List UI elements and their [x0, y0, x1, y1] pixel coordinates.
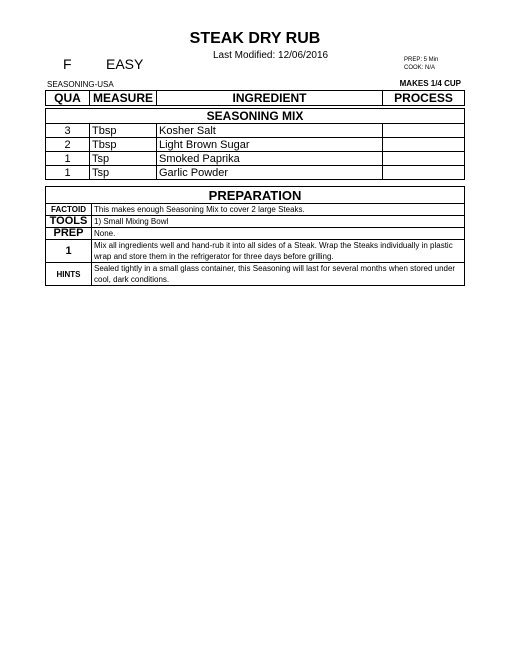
ingredient-name: Smoked Paprika — [157, 152, 383, 166]
ingredient-qty: 3 — [46, 124, 90, 138]
factoid-text: This makes enough Seasoning Mix to cover 2 large Steaks. — [92, 204, 465, 216]
recipe-times — [404, 56, 438, 72]
col-process: PROCESS — [383, 91, 465, 106]
ingredient-measure: Tbsp — [90, 138, 157, 152]
recipe-title: STEAK DRY RUB — [189, 30, 321, 47]
cook-time: COOK: N/A — [404, 65, 436, 71]
table-row — [46, 166, 465, 180]
ingredient-qty: 1 — [46, 152, 90, 166]
column-header-table — [45, 90, 465, 106]
factoid-label: FACTOID — [46, 204, 92, 216]
ingredient-name: Garlic Powder — [157, 166, 383, 180]
prep-text: None. — [92, 228, 465, 240]
ingredient-process — [383, 166, 465, 180]
ingredient-qty: 1 — [46, 166, 90, 180]
ingredient-name: Kosher Salt — [157, 124, 383, 138]
step-number: 1 — [46, 240, 92, 263]
ingredient-measure: Tbsp — [90, 124, 157, 138]
col-measure: MEASURE — [90, 91, 157, 106]
table-row — [46, 152, 465, 166]
seasoning-mix-heading: SEASONING MIX — [46, 109, 465, 124]
table-row — [46, 124, 465, 138]
tools-text: 1) Small Mixing Bowl — [92, 216, 465, 228]
prep-time: PREP: 5 Min — [404, 57, 439, 63]
col-ingredient: INGREDIENT — [157, 91, 383, 106]
recipe-grade: F — [63, 56, 72, 72]
preparation-heading: PREPARATION — [46, 187, 465, 204]
table-row — [46, 138, 465, 152]
ingredient-process — [383, 124, 465, 138]
step-text: Mix all ingredients well and hand-rub it into all sides of a Steak. Wrap the Steaks individually in plastic wrap and store them in the refrigerator for three days before grilling. — [92, 240, 465, 263]
preparation-table — [45, 186, 465, 286]
recipe-difficulty: EASY — [106, 56, 144, 72]
ingredient-process — [383, 138, 465, 152]
recipe-category: SEASONING-USA — [47, 80, 114, 89]
recipe-yield: MAKES 1/4 CUP — [399, 79, 461, 88]
ingredient-measure: Tsp — [90, 166, 157, 180]
ingredient-measure: Tsp — [90, 152, 157, 166]
seasoning-mix-table — [45, 108, 465, 180]
ingredient-name: Light Brown Sugar — [157, 138, 383, 152]
hints-text: Sealed tightly in a small glass container, this Seasoning will last for several months when stored under cool, dark conditions. — [92, 263, 465, 286]
prep-label: PREP — [46, 228, 92, 240]
ingredient-qty: 2 — [46, 138, 90, 152]
hints-label: HINTS — [46, 263, 92, 286]
last-modified: Last Modified: 12/06/2016 — [213, 50, 329, 61]
ingredient-process — [383, 152, 465, 166]
col-qua: QUA — [46, 91, 90, 106]
tools-label: TOOLS — [46, 216, 92, 228]
